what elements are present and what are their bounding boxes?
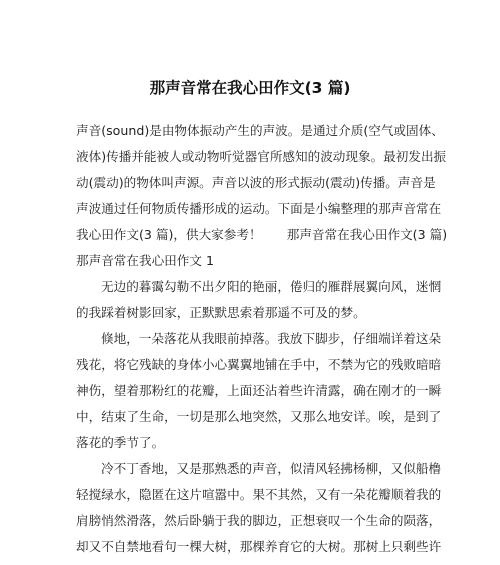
paragraph-line: 液体)传播并能被人或动物听觉器官所感知的波动现象。最初发出振: [76, 149, 447, 164]
paragraph-line: 却又不自禁地看句一棵大树，那棵养育它的大树。那树上只剩些许: [76, 539, 442, 554]
paragraph-line: 的我踩着树影回家，正默默思索着那遥不可及的梦。: [76, 305, 366, 320]
paragraph-line: 倏地，一朵落花从我眼前掉落。我放下脚步，仔细端详着这朵: [101, 331, 442, 346]
paragraph-line: 落花的季节了。: [76, 435, 165, 450]
paragraph-line: 动(震动)的物体叫声源。声音以波的形式振动(震动)传播。声音是: [76, 175, 436, 190]
paragraph-line: 无边的暮霭勾勒不出夕阳的艳丽，倦归的雁群展翼向风，迷惘: [101, 279, 442, 294]
paragraph-line: 我心田作文(3 篇)，供大家参考！ 那声音常在我心田作文(3 篇): [76, 227, 448, 242]
paragraph-line: 冷不丁香地，又是那熟悉的声音，似清风轻拂杨柳，又似船橹: [101, 461, 442, 476]
paragraph-line: 肩膀悄然滑落，然后卧躺于我的脚边，正想衰叹一个生命的陨落，: [76, 513, 442, 528]
paragraph-line: 残花，将它残缺的身体小心翼翼地铺在手中，不禁为它的残败暗暗: [76, 357, 442, 372]
document-title: 那声音常在我心田作文(3 篇): [149, 79, 351, 97]
paragraph-line: 声波通过任何物质传播形成的运动。下面是小编整理的那声音常在: [76, 201, 442, 216]
paragraph-line: 声音(sound)是由物体振动产生的声波。是通过介质(空气或固体、: [76, 123, 444, 138]
paragraph-line: 中，结束了生命，一切是那么地突然，又那么地安详。唉，是到了: [76, 409, 442, 424]
paragraph-line: 轻搅绿水，隐匿在这片喧嚣中。果不其然，又有一朵花瓣顺着我的: [76, 487, 442, 502]
section-heading: 那声音常在我心田作文 1: [76, 253, 214, 268]
paragraph-line: 神伤，望着那粉红的花瓣，上面还沾着些许清露，确在刚才的一瞬: [76, 383, 442, 398]
